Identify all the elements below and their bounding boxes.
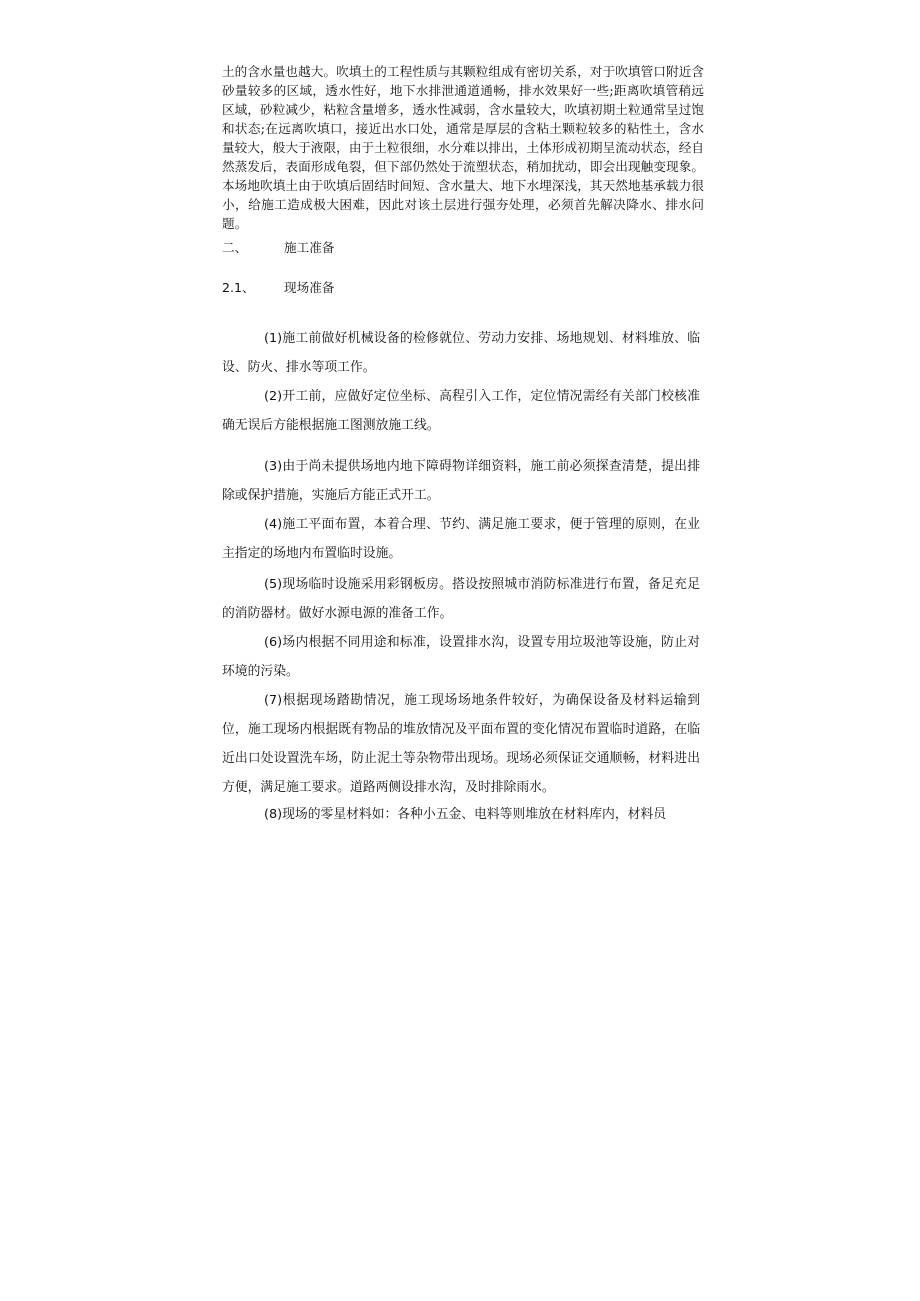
section-heading-2 bbox=[222, 239, 335, 257]
section-number: 二、 bbox=[222, 240, 248, 255]
list-item-8: (8)现场的零星材料如：各种小五金、电料等则堆放在材料库内，材料员 bbox=[264, 807, 667, 822]
list-item-5: (5)现场临时设施采用彩钢板房。搭设按照城市消防标准进行布置，备足充足的消防器材。做好水源电源的准备工作。 bbox=[222, 577, 700, 621]
list-item-4: (4)施工平面布置，本着合理、节约、满足施工要求，便于管理的原则，在业主指定的场地内布置临时设施。 bbox=[222, 517, 700, 561]
list-item-3: (3)由于尚未提供场地内地下障碍物详细资料，施工前必须探查清楚，提出排除或保护措施，实施后方能正式开工。 bbox=[222, 459, 700, 503]
section-title: 现场准备 bbox=[284, 280, 335, 295]
section-heading-2-1 bbox=[222, 279, 335, 297]
intro-paragraph: 土的含水量也越大。吹填土的工程性质与其颗粒组成有密切关系，对于吹填管口附近含砂量较多的区域，透水性好，地下水排泄通道通畅，排水效果好一些;距离吹填管稍远区域，砂粒减少，粘粒含量增多，透水性减弱，含水量较大，吹填初期土粒通常呈过饱和状态;在远离吹填口，接近出水口处，通常是厚层的含粘土颗粒较多的粘性土，含水量较大，般大于液限，由于土粒很细，水分难以排出，土体形成初期呈流动状态，经自然蒸发后，表面形成龟裂，但下部仍然处于流塑状态，稍加扰动，即会出现触变现象。本场地吹填土由于吹填后固结时间短、含水量大、地下水埋深浅，其天然地基承载力很小，给施工造成极大困难，因此对该土层进行强夯处理，必须首先解决降水、排水问题。 bbox=[222, 64, 704, 231]
list-item-1: (1)施工前做好机械设备的检修就位、劳动力安排、场地规划、材料堆放、临设、防火、排水等项工作。 bbox=[222, 331, 700, 375]
list-item-6: (6)场内根据不同用途和标准，设置排水沟，设置专用垃圾池等设施，防止对环境的污染。 bbox=[222, 635, 700, 679]
list-item-2: (2)开工前，应做好定位坐标、高程引入工作，定位情况需经有关部门校核准确无误后方能根据施工图测放施工线。 bbox=[222, 389, 700, 433]
list-item-7: (7)根据现场踏勘情况，施工现场场地条件较好，为确保设备及材料运输到位，施工现场内根据既有物品的堆放情况及平面布置的变化情况布置临时道路，在临近出口处设置洗车场，防止泥土等杂物带出现场。现场必须保证交通顺畅，材料进出方便，满足施工要求。道路两侧设排水沟，及时排除雨水。 bbox=[222, 693, 700, 795]
section-number: 2.1、 bbox=[222, 280, 255, 295]
section-title: 施工准备 bbox=[284, 240, 335, 255]
